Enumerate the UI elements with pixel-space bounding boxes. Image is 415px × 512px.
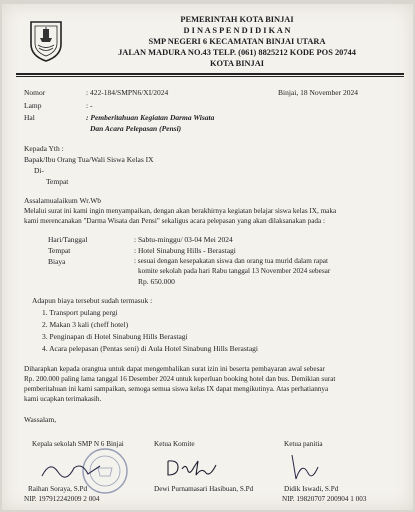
kepsek-title: Kepala sekolah SMP N 6 Binjai bbox=[32, 440, 124, 448]
paragraph-line: Diharapkan kepada orangtua untuk dapat mengembalikan surat izin ini beserta pembayaran awal sebesar bbox=[24, 365, 325, 373]
greeting: Assalamualaikum Wr.Wb bbox=[24, 196, 102, 205]
letterhead bbox=[72, 14, 402, 72]
list-item: 4. Acara pelepasan (Pentas seni) di Aula Hotel Sinabung Hills Berastagi bbox=[42, 344, 258, 353]
panitia-title: Ketua panitia bbox=[284, 440, 323, 448]
biaya-value: Rp. 650.000 bbox=[138, 277, 175, 286]
biaya-label: Biaya bbox=[48, 257, 66, 266]
tempat-value: : Hotel Sinabung Hills - Berastagi bbox=[134, 246, 236, 255]
addressee-line: Kepada Yth : bbox=[24, 144, 64, 153]
komite-title: Ketua Komite bbox=[154, 440, 195, 448]
paragraph-line: kami ucapkan terimakasih. bbox=[24, 395, 102, 403]
letterhead-line: PEMERINTAH KOTA BINJAI bbox=[180, 15, 294, 24]
panitia-name: Didik Iswadi, S.Pd bbox=[284, 485, 339, 493]
paragraph-line: kami merencanakan "Darma Wisata dan Pensi" sekaligus acara pelepasan yang akan dilaksanakan pada : bbox=[24, 217, 326, 225]
closing: Wassalam, bbox=[24, 415, 57, 424]
addressee-line: Bapak/Ibu Orang Tua/Wali Siswa Kelas IX bbox=[24, 155, 154, 164]
biaya-value: : sesuai dengan kesepakatan siswa dan orang tua murid dalam rapat bbox=[134, 257, 328, 265]
kepsek-nip: NIP. 197912242009 2 004 bbox=[24, 495, 100, 503]
komite-signature-icon bbox=[162, 455, 222, 481]
addressee-line: Di- bbox=[34, 166, 44, 175]
lamp-label: Lamp bbox=[24, 101, 42, 110]
tempat-label: Tempat bbox=[48, 246, 71, 255]
letterhead-divider bbox=[16, 76, 404, 77]
paragraph-line: pemberitahuan ini kami sampaikan, semoga semua siswa kelas IX dapat mengikutinya. Atas perhatiannya bbox=[24, 385, 329, 393]
lamp-value: : - bbox=[86, 101, 93, 110]
paragraph-line: Rp. 200.000 paling lama tanggal 16 Desember 2024 untuk keperluan booking hotel dan bus. Demikian surat bbox=[24, 375, 336, 383]
hal-value: : Pemberitahuan Kegiatan Darma Wisata bbox=[86, 113, 215, 122]
hal-label: Hal bbox=[24, 113, 35, 122]
list-item: 3. Penginapan di Hotel Sinabung Hills Berastagi bbox=[42, 332, 188, 341]
nomor-label: Nomor bbox=[24, 88, 46, 97]
list-item: 2. Makan 3 kali (cheff hotel) bbox=[42, 320, 129, 329]
letterhead-divider bbox=[16, 73, 404, 75]
panitia-signature-icon bbox=[282, 451, 332, 485]
kepsek-signature-icon bbox=[38, 454, 108, 484]
komite-name: Dewi Purnamasari Hasibuan, S.Pd bbox=[154, 485, 254, 493]
nomor-value: : 422-184/SMPN6/XI/2024 bbox=[86, 88, 169, 97]
panitia-nip: NIP. 19820707 200904 1 003 bbox=[282, 495, 367, 503]
hari-label: Hari/Tanggal bbox=[48, 235, 88, 244]
kepsek-name: Raihan Soraya, S.Pd bbox=[28, 485, 88, 493]
hal-value: Dan Acara Pelepasan (Pensi) bbox=[90, 124, 182, 133]
letter-date: Binjai, 18 November 2024 bbox=[278, 88, 358, 97]
addressee-line: Tempat bbox=[46, 177, 69, 186]
letterhead-line: SMP NEGERI 6 KECAMATAN BINJAI UTARA bbox=[148, 37, 326, 46]
letter-page bbox=[2, 4, 413, 510]
letterhead-line: JALAN MADURA NO.43 TELP. (061) 8825212 KODE POS 20744 bbox=[118, 48, 356, 57]
list-item: 1. Transport pulang pergi bbox=[42, 308, 118, 317]
adapun-text: Adapun biaya tersebut sudah termasuk : bbox=[32, 296, 153, 305]
letterhead-line: KOTA BINJAI bbox=[209, 59, 265, 68]
hari-value: : Sabtu-minggu/ 03-04 Mei 2024 bbox=[134, 235, 233, 244]
letterhead-line: D I N A S P E N D I D I K A N bbox=[183, 26, 291, 35]
paragraph-line: Melalui surat ini kami ingin menyampaikan, dengan akan berakhirnya kegiatan belajar siswa kelas IX, maka bbox=[24, 207, 337, 215]
biaya-value: komite sekolah pada hari Rabu tanggal 13 November 2024 sebesar bbox=[138, 267, 331, 275]
kota-binjai-logo-icon bbox=[28, 18, 64, 62]
